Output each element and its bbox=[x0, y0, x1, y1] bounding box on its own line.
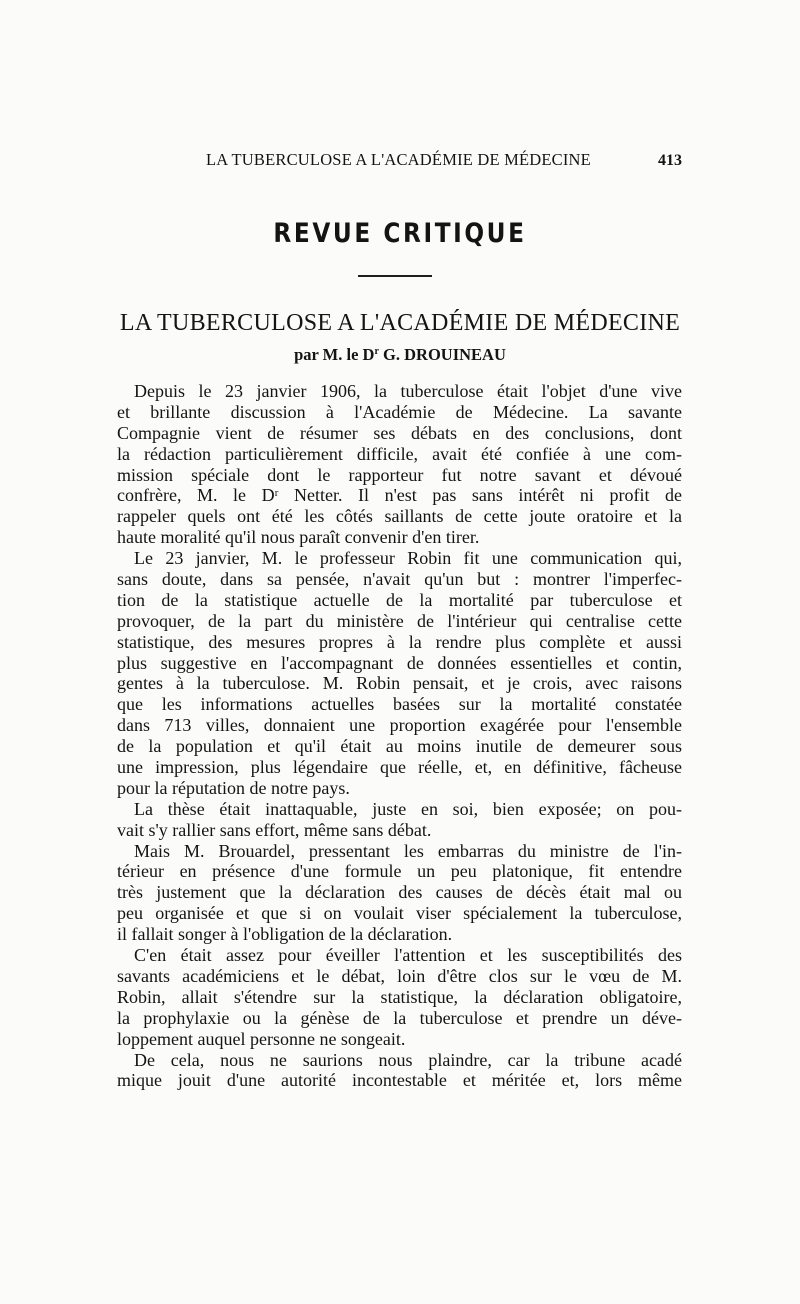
text-line: térieur en présence d'une formule un peu platonique, fit entendre bbox=[117, 861, 682, 882]
text-line: sans doute, dans sa pensée, n'avait qu'un but : montrer l'imperfec- bbox=[117, 569, 682, 590]
article-title: LA TUBERCULOSE A L'ACADÉMIE DE MÉDECINE bbox=[119, 310, 681, 336]
byline-superscript: r bbox=[374, 346, 379, 357]
text-line: De cela, nous ne saurions nous plaindre, car la tribune acadé bbox=[134, 1049, 682, 1070]
text-line: et brillante discussion à l'Académie de Médecine. La savante bbox=[117, 401, 682, 422]
text-line: statistique, des mesures propres à la rendre plus complète et aussi bbox=[117, 631, 682, 652]
text-line: de la population et qu'il était au moins inutile de demeurer sous bbox=[117, 736, 682, 757]
page-number: 413 bbox=[658, 152, 682, 169]
section-heading: REVUE CRITIQUE bbox=[273, 218, 527, 249]
text-line: plus suggestive en l'accompagnant de données essentielles et contin, bbox=[117, 652, 682, 673]
byline bbox=[0, 345, 800, 365]
text-line: haute moralité qu'il nous paraît convenir d'en tirer. bbox=[117, 527, 480, 548]
text-line: très justement que la déclaration des causes de décès était mal ou bbox=[117, 882, 682, 903]
byline-prefix: par M. le D bbox=[294, 345, 375, 364]
text-line: La thèse était inattaquable, juste en soi, bien exposée; on pou- bbox=[134, 798, 682, 819]
text-line: Mais M. Brouardel, pressentant les embarras du ministre de l'in- bbox=[134, 840, 682, 861]
text-line: Le 23 janvier, M. le professeur Robin fit une communication qui, bbox=[134, 548, 682, 569]
running-head bbox=[118, 150, 682, 174]
text-line: peu organisée et que si on voulait viser spécialement la tuberculose, bbox=[117, 903, 682, 924]
text-line: que les informations actuelles basées sur la mortalité constatée bbox=[117, 694, 682, 715]
text-line: C'en était assez pour éveiller l'attention et les susceptibilités des bbox=[134, 945, 682, 966]
text-line: vait s'y rallier sans effort, même sans débat. bbox=[117, 819, 432, 840]
text-line: la prophylaxie ou la génèse de la tuberculose et prendre un déve- bbox=[117, 1007, 682, 1028]
text-line: pour la réputation de notre pays. bbox=[117, 777, 350, 798]
byline-author: G. DROUINEAU bbox=[378, 345, 506, 364]
text-line: mique jouit d'une autorité incontestable et méritée et, lors même bbox=[117, 1070, 682, 1091]
running-head-title: LA TUBERCULOSE A L'ACADÉMIE DE MÉDECINE bbox=[206, 150, 591, 169]
text-line: une impression, plus légendaire que réelle, et, en définitive, fâcheuse bbox=[117, 757, 682, 778]
text-line: Robin, allait s'étendre sur la statistique, la déclaration obligatoire, bbox=[117, 986, 682, 1007]
text-line: gentes à la tuberculose. M. Robin pensait, et je crois, avec raisons bbox=[117, 673, 682, 694]
text-line: dans 713 villes, donnaient une proportion exagérée pour l'ensemble bbox=[117, 715, 682, 736]
text-line: tion de la statistique actuelle de la mortalité par tuberculose et bbox=[117, 589, 682, 610]
text-line: Compagnie vient de résumer ses débats en des conclusions, dont bbox=[117, 422, 682, 443]
text-line: savants académiciens et le débat, loin d'être clos sur le vœu de M. bbox=[117, 965, 682, 986]
text-line: rappeler quels ont été les côtés saillants de cette joute oratoire et la bbox=[117, 506, 682, 527]
text-line: mission spéciale dont le rapporteur fut notre savant et dévoué bbox=[117, 464, 682, 485]
text-line: loppement auquel personne ne songeait. bbox=[117, 1028, 406, 1049]
text-line: confrère, M. le Dʳ Netter. Il n'est pas sans intérêt ni profit de bbox=[117, 485, 682, 506]
article-body bbox=[117, 381, 682, 1091]
heading-rule bbox=[358, 275, 432, 277]
text-line: il fallait songer à l'obligation de la déclaration. bbox=[117, 924, 453, 945]
text-line: Depuis le 23 janvier 1906, la tuberculose était l'objet d'une vive bbox=[134, 381, 682, 401]
text-line: provoquer, de la part du ministère de l'intérieur qui centralise cette bbox=[117, 610, 682, 631]
text-line: la rédaction particulièrement difficile, avait été confiée à une com- bbox=[117, 443, 682, 464]
